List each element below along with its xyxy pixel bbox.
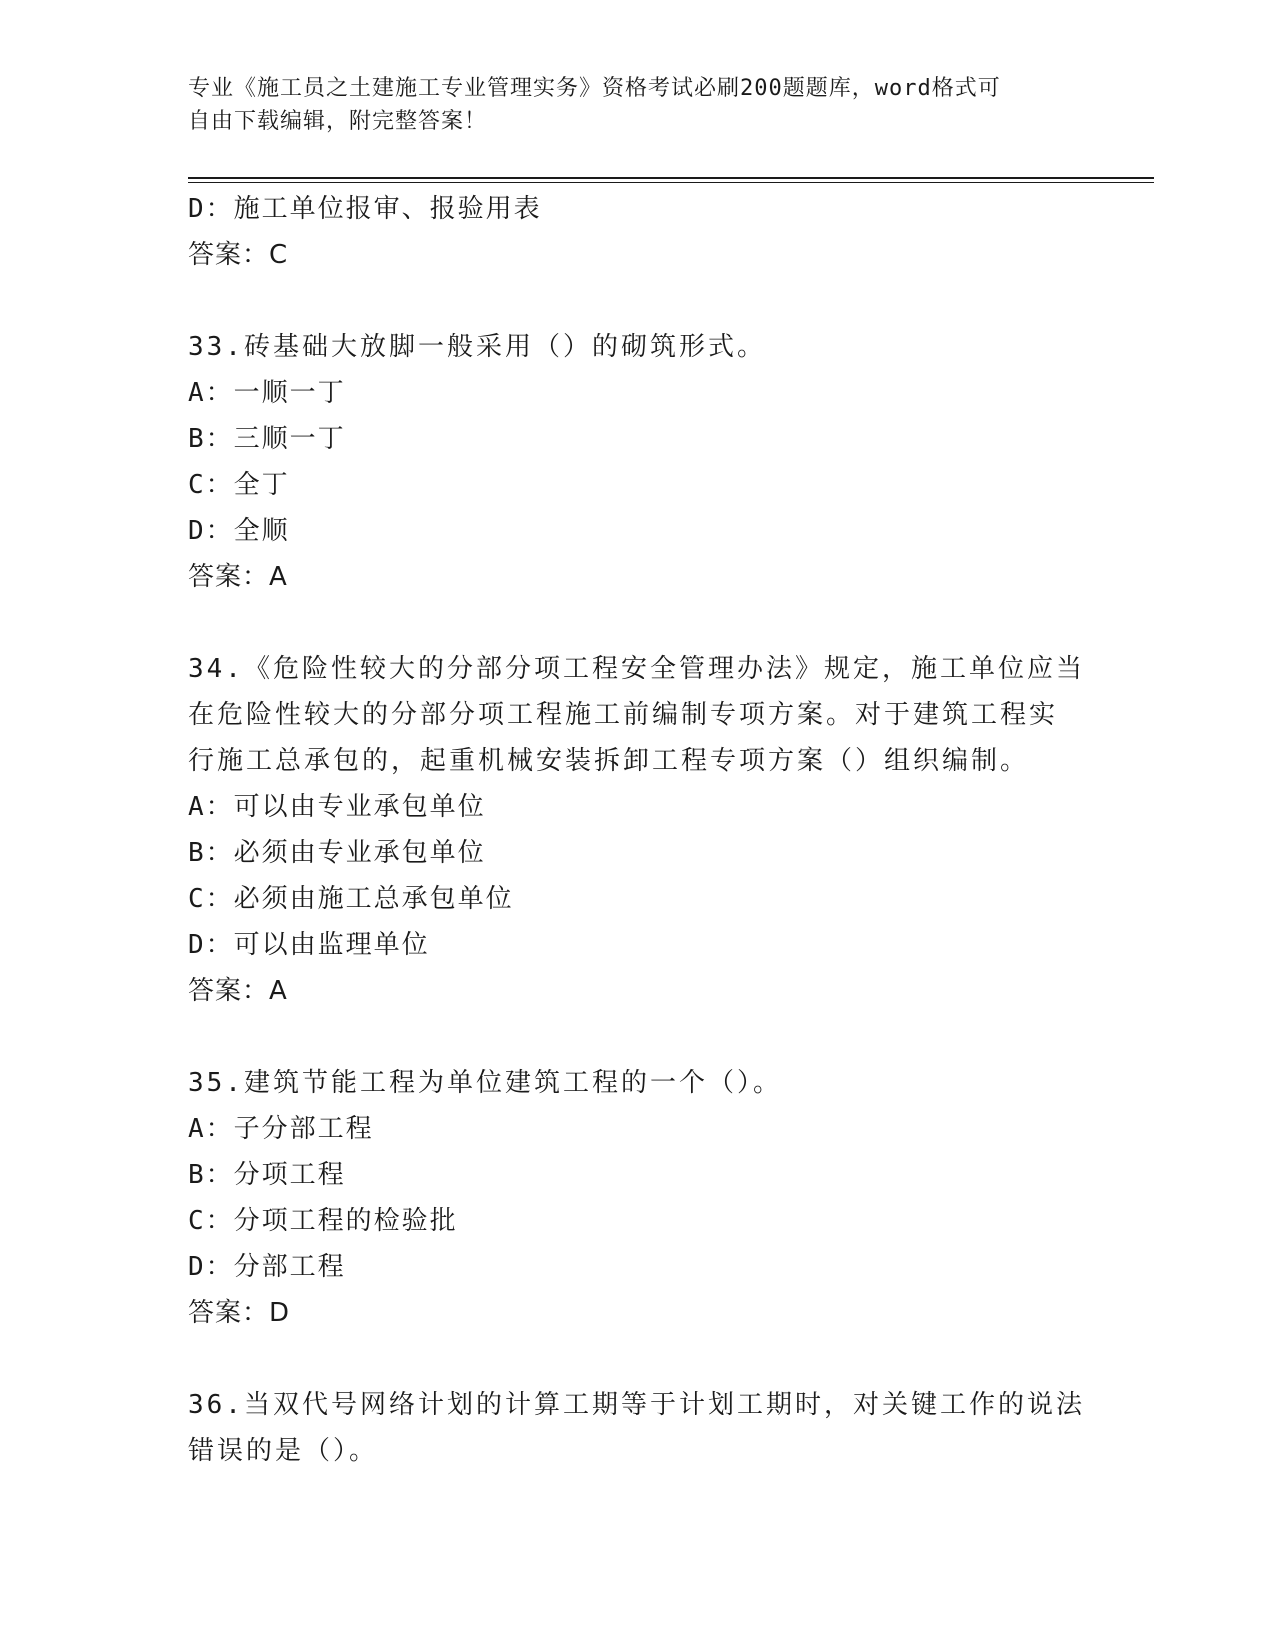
question-gap [188, 1014, 1088, 1060]
question-stem-line: 在危险性较大的分部分项工程施工前编制专项方案。对于建筑工程实 [188, 700, 1059, 730]
option-d: D：分部工程 [188, 1252, 346, 1282]
question-gap [188, 278, 1088, 324]
question-gap [188, 600, 1088, 646]
option-a: A：一顺一丁 [188, 378, 346, 408]
option-d: D：可以由监理单位 [188, 930, 430, 960]
question-stem-line: 35.建筑节能工程为单位建筑工程的一个（）。 [188, 1068, 782, 1098]
question-33 [188, 324, 1088, 600]
option-a: A：可以由专业承包单位 [188, 792, 486, 822]
question-stem-line: 33.砖基础大放脚一般采用（）的砌筑形式。 [188, 332, 766, 362]
header-line-1: 专业《施工员之土建施工专业管理实务》资格考试必刷200题题库，word格式可 [188, 76, 1001, 101]
question-stem-line: 34.《危险性较大的分部分项工程安全管理办法》规定，施工单位应当 [188, 654, 1085, 684]
option-b: B：三顺一丁 [188, 424, 346, 454]
option-b: B：必须由专业承包单位 [188, 838, 486, 868]
question-stem-line: 错误的是（）。 [188, 1436, 379, 1466]
option-c: C：必须由施工总承包单位 [188, 884, 514, 914]
page-header [188, 72, 1068, 138]
option-b: B：分项工程 [188, 1160, 346, 1190]
question-34 [188, 646, 1088, 1014]
question-32-continued [188, 186, 1088, 278]
option-d: D：全顺 [188, 516, 290, 546]
option-c: C：分项工程的检验批 [188, 1206, 458, 1236]
question-36 [188, 1382, 1088, 1474]
question-list [188, 186, 1088, 1474]
header-rule-thick [188, 177, 1154, 179]
question-gap [188, 1336, 1088, 1382]
option-d: D：施工单位报审、报验用表 [188, 194, 542, 224]
header-rule-thin [188, 182, 1154, 183]
question-35 [188, 1060, 1088, 1336]
answer-line: 答案：A [188, 562, 288, 592]
answer-line: 答案：C [188, 240, 289, 270]
option-c: C：全丁 [188, 470, 290, 500]
option-a: A：子分部工程 [188, 1114, 374, 1144]
question-stem-line: 行施工总承包的，起重机械安装拆卸工程专项方案（）组织编制。 [188, 746, 1030, 776]
answer-line: 答案：A [188, 976, 288, 1006]
answer-line: 答案：D [188, 1298, 291, 1328]
header-line-2: 自由下载编辑，附完整答案！ [188, 109, 488, 134]
question-stem-line: 36.当双代号网络计划的计算工期等于计划工期时，对关键工作的说法 [188, 1390, 1085, 1420]
